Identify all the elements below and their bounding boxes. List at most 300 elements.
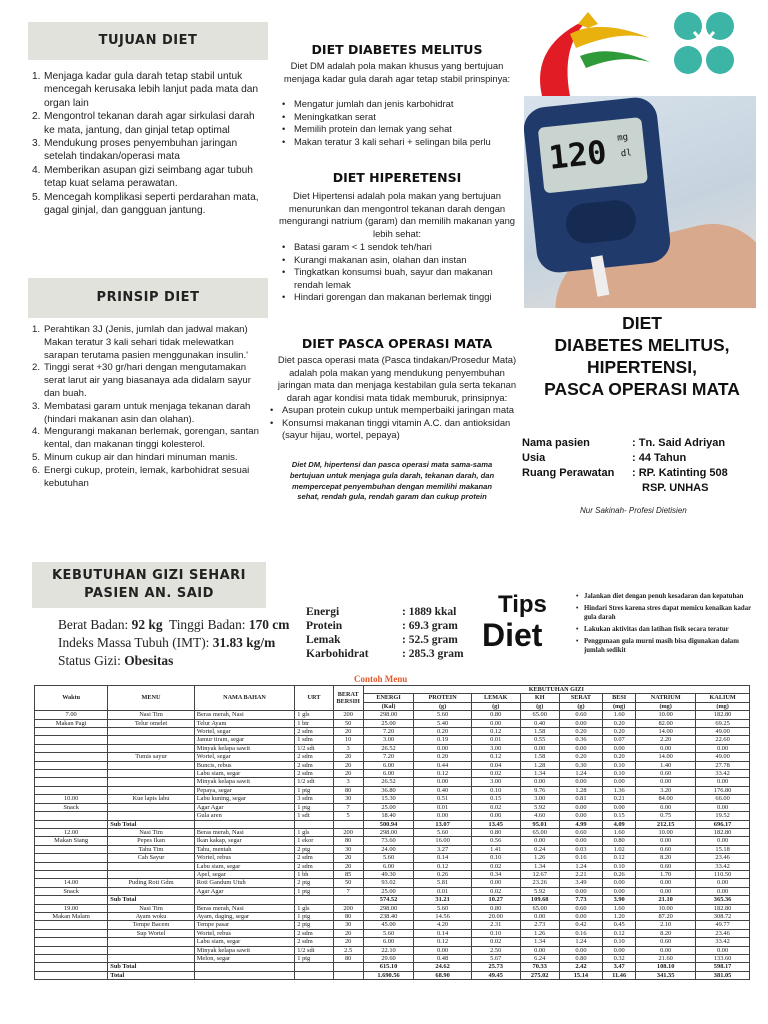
pom-list — [270, 404, 520, 442]
table-cell: Roti Gandum Utuh — [194, 879, 295, 887]
table-cell: 3.00 — [520, 795, 559, 803]
kebutuhan-title-1: KEBUTUHAN GIZI SEHARI — [51, 568, 247, 583]
meter-screen — [538, 117, 648, 194]
th-kebutuhan: KEBUTUHAN GIZI — [363, 686, 749, 694]
prinsip-item — [32, 362, 260, 400]
table-cell: 238.40 — [363, 912, 414, 920]
table-cell: 0.26 — [603, 870, 636, 878]
table-cell: 10.27 — [471, 896, 520, 904]
tujuan-number: 5. — [32, 191, 41, 203]
table-cell: 25.00 — [363, 887, 414, 895]
table-cell: 13.07 — [414, 820, 471, 828]
bullet-icon: • — [282, 98, 286, 109]
table-row — [35, 761, 750, 769]
table-cell: 49.00 — [696, 728, 750, 736]
table-cell: 0.00 — [559, 887, 602, 895]
table-cell: 1.34 — [520, 770, 559, 778]
tujuan-diet-banner — [28, 22, 268, 60]
table-cell: 298.00 — [363, 828, 414, 836]
table-cell: 3.00 — [363, 736, 414, 744]
tujuan-number: 1. — [32, 71, 41, 82]
tujuan-number: 4. — [32, 164, 41, 176]
table-cell: 5.81 — [414, 879, 471, 887]
table-cell: 80 — [333, 955, 363, 963]
table-cell: Sub Total — [108, 820, 194, 828]
table-row — [35, 887, 750, 895]
table-cell: 5.60 — [363, 929, 414, 937]
table-cell: 11.46 — [603, 971, 636, 979]
tujuan-text: Mengontrol tekanan darah agar sirkulasi darah ke mata, jantung, dan ginjal tetap optimal — [44, 111, 255, 136]
nutrient-label: Lemak — [306, 634, 341, 646]
table-cell: Agar Agar — [194, 887, 295, 895]
table-cell: 3.00 — [471, 778, 520, 786]
table-cell: 30 — [333, 845, 363, 853]
table-cell: 0.51 — [414, 795, 471, 803]
table-cell: Beras merah, Nasi — [194, 828, 295, 836]
bullet-icon: • — [576, 593, 579, 600]
table-cell: 15.18 — [696, 845, 750, 853]
tujuan-item — [32, 110, 260, 137]
nutrient-value: : 285.3 gram — [402, 648, 464, 660]
table-cell — [108, 812, 194, 820]
table-cell: 1.58 — [520, 728, 559, 736]
table-cell: 84.00 — [636, 795, 696, 803]
bullet-icon: • — [576, 638, 579, 645]
author-credit: Nur Sakinah- Profesi Dietisien — [580, 506, 687, 515]
table-cell: 0.12 — [603, 854, 636, 862]
table-cell: 49.45 — [471, 971, 520, 979]
tujuan-text: Menjaga kadar gula darah tetap stabil untuk mencegah kerusaka lebih lanjut pada mata dan organ lain — [44, 71, 259, 109]
table-cell: 3 — [333, 778, 363, 786]
prinsip-number: 1. — [32, 324, 41, 335]
ht-list — [282, 241, 510, 304]
table-cell: 20 — [333, 753, 363, 761]
table-cell — [108, 887, 194, 895]
table-cell: 0.00 — [520, 837, 559, 845]
table-cell: 1.24 — [559, 938, 602, 946]
th-berat: BERAT BERSIH — [333, 686, 363, 711]
table-cell: 0.00 — [520, 778, 559, 786]
table-cell: 0.56 — [471, 837, 520, 845]
dm-text: Diet DM adalah pola makan khusus yang bertujuan menjaga kadar gula darah agar tetap stabil prinspinya: — [283, 60, 511, 84]
table-cell: 0.20 — [414, 753, 471, 761]
dm-item — [282, 123, 522, 136]
tips-text: Jalankan diet dengan penuh kesadaran dan kepatuhan — [584, 593, 744, 600]
bullet-icon: • — [270, 416, 274, 428]
table-row — [35, 971, 750, 979]
table-cell — [108, 770, 194, 778]
table-cell: 15.14 — [559, 971, 602, 979]
table-cell: 0.80 — [559, 955, 602, 963]
table-cell: Tahu Tim — [108, 845, 194, 853]
table-cell: 33.42 — [696, 770, 750, 778]
table-row — [35, 845, 750, 853]
table-cell: Pepes Ikan — [108, 837, 194, 845]
table-cell: 500.94 — [363, 820, 414, 828]
table-cell: 33.42 — [696, 938, 750, 946]
table-cell: 2 sdm — [295, 929, 333, 937]
table-cell: 0.01 — [471, 736, 520, 744]
table-cell: 0.07 — [603, 736, 636, 744]
table-row — [35, 854, 750, 862]
table-cell — [35, 854, 108, 862]
table-cell: 2.50 — [471, 946, 520, 954]
menu-caption: Contoh Menu — [354, 674, 408, 684]
table-cell: 365.36 — [696, 896, 750, 904]
table-cell: Sub Total — [108, 963, 194, 971]
table-cell: 10.00 — [636, 711, 696, 719]
table-cell — [35, 744, 108, 752]
tujuan-number: 2. — [32, 111, 41, 123]
table-cell: 80 — [333, 912, 363, 920]
table-cell: 27.78 — [696, 761, 750, 769]
table-cell: 0.02 — [471, 887, 520, 895]
table-cell: 6.00 — [363, 862, 414, 870]
table-cell: Minyak kelapa sawit — [194, 946, 295, 954]
table-cell: Kue lapis labu — [108, 795, 194, 803]
table-cell: 0.00 — [696, 778, 750, 786]
table-cell: 1 sdt — [295, 812, 333, 820]
table-cell: 1 gls — [295, 711, 333, 719]
th-unit: (mg) — [696, 702, 750, 710]
table-cell: 1 btr — [295, 719, 333, 727]
table-cell: 20 — [333, 761, 363, 769]
table-cell: Agar Agar — [194, 803, 295, 811]
dm-text: Meningkatkan serat — [294, 110, 376, 122]
table-cell: Melon, segar — [194, 955, 295, 963]
table-cell — [35, 728, 108, 736]
table-row — [35, 879, 750, 887]
bullet-icon: • — [270, 404, 274, 415]
table-cell: 200 — [333, 828, 363, 836]
prinsip-number: 4. — [32, 426, 41, 438]
table-cell: 0.12 — [414, 862, 471, 870]
nutrient-needs — [306, 605, 464, 661]
table-cell: 1 gls — [295, 904, 333, 912]
hospital-logo — [530, 4, 670, 98]
table-cell: 341.35 — [636, 971, 696, 979]
table-cell: 0.00 — [603, 879, 636, 887]
table-cell: 0.15 — [603, 812, 636, 820]
pom-item — [270, 417, 520, 442]
table-cell: 1.02 — [603, 845, 636, 853]
table-cell: Beras merah, Nasi — [194, 904, 295, 912]
table-cell: 200 — [333, 904, 363, 912]
table-cell: 1.28 — [520, 761, 559, 769]
table-cell — [108, 946, 194, 954]
table-row — [35, 795, 750, 803]
table-cell: Labu siam, segar — [194, 770, 295, 778]
table-cell: 0.60 — [559, 711, 602, 719]
table-cell: 1.26 — [520, 929, 559, 937]
table-cell: 0.00 — [636, 778, 696, 786]
table-cell: 26.52 — [363, 778, 414, 786]
table-cell: 0.60 — [636, 845, 696, 853]
table-cell: 0.10 — [603, 770, 636, 778]
table-cell: 1 ptg — [295, 912, 333, 920]
table-cell: 85 — [333, 870, 363, 878]
table-cell: Total — [108, 971, 194, 979]
table-cell: 14.00 — [35, 879, 108, 887]
table-cell: 10.00 — [636, 904, 696, 912]
table-cell: 109.68 — [520, 896, 559, 904]
table-cell: 0.20 — [559, 753, 602, 761]
table-cell: 1/2 sdt — [295, 946, 333, 954]
table-cell: 0.80 — [471, 904, 520, 912]
bullet-icon: • — [576, 626, 579, 633]
table-cell — [295, 971, 333, 979]
tips-item — [576, 637, 756, 655]
table-cell: 20 — [333, 929, 363, 937]
table-cell: 0.00 — [603, 744, 636, 752]
table-cell: 7.20 — [363, 753, 414, 761]
table-cell: 1 ptg — [295, 803, 333, 811]
tujuan-text: Mendukung proses penyembuhan jaringan setelah tindakan/operasi mata — [44, 138, 238, 163]
table-cell: 0.40 — [520, 719, 559, 727]
table-cell: Makan Pagi — [35, 719, 108, 727]
table-cell: 4.99 — [559, 820, 602, 828]
bullet-icon: • — [282, 253, 286, 265]
table-cell: 0.00 — [696, 879, 750, 887]
table-cell: 0.01 — [414, 887, 471, 895]
table-cell: 0.00 — [520, 744, 559, 752]
dm-heading: DIET DIABETES MELITUS — [311, 42, 483, 57]
table-cell: 1 sdm — [295, 736, 333, 744]
tips-title — [482, 590, 547, 653]
table-cell: 20 — [333, 728, 363, 736]
table-cell: 95.01 — [520, 820, 559, 828]
prinsip-item — [32, 401, 260, 427]
table-cell: 22.60 — [696, 736, 750, 744]
table-cell: 25.00 — [363, 719, 414, 727]
table-cell: 80 — [333, 786, 363, 794]
table-cell: 182.80 — [696, 711, 750, 719]
info-row — [522, 436, 762, 451]
table-cell — [194, 820, 295, 828]
prinsip-number: 2. — [32, 362, 41, 374]
table-cell: 5.60 — [414, 711, 471, 719]
table-cell: 182.80 — [696, 904, 750, 912]
table-cell: 1.24 — [559, 770, 602, 778]
table-cell: 70.33 — [520, 963, 559, 971]
table-cell: Pepaya, segar — [194, 786, 295, 794]
table-cell: 6.00 — [363, 761, 414, 769]
table-cell: 0.12 — [471, 753, 520, 761]
table-cell: Minyak kelapa sawit — [194, 778, 295, 786]
table-cell: Beras merah, Nasi — [194, 711, 295, 719]
dm-list — [282, 98, 522, 148]
table-cell: 0.00 — [696, 887, 750, 895]
th-unit: (g) — [471, 702, 520, 710]
cover-title-line: HIPERTENSI, — [587, 357, 697, 377]
table-cell: 0.04 — [471, 761, 520, 769]
table-cell: 0.10 — [603, 862, 636, 870]
table-cell: 68.90 — [414, 971, 471, 979]
table-row — [35, 929, 750, 937]
dm-text: Memilih protein dan lemak yang sehat — [294, 123, 452, 134]
info-value: : RP. Katinting 508 — [632, 467, 728, 479]
table-cell — [35, 812, 108, 820]
table-cell: 0.00 — [696, 744, 750, 752]
table-cell: 23.46 — [696, 929, 750, 937]
nutrient-label: Protein — [306, 620, 343, 632]
table-cell: 1 ptg — [295, 786, 333, 794]
info-row — [522, 466, 762, 481]
table-cell: 0.00 — [559, 803, 602, 811]
table-cell — [108, 786, 194, 794]
tips-item — [576, 592, 756, 601]
table-cell: 0.00 — [559, 812, 602, 820]
table-cell: 16.00 — [414, 837, 471, 845]
table-cell: 3.90 — [603, 896, 636, 904]
prinsip-text: Membatasi garam untuk menjaga tekanan darah (hindari makanan asin dan olahan). — [44, 400, 251, 425]
table-cell: 1.41 — [471, 845, 520, 853]
table-cell: 2.21 — [559, 870, 602, 878]
table-cell: 0.44 — [414, 761, 471, 769]
table-cell: 18.40 — [363, 812, 414, 820]
table-cell: 12.67 — [520, 870, 559, 878]
table-cell: 2.73 — [520, 921, 559, 929]
table-cell: 0.00 — [603, 887, 636, 895]
table-cell: 176.80 — [696, 786, 750, 794]
table-cell — [35, 753, 108, 761]
table-cell: 3.27 — [414, 845, 471, 853]
table-cell: 0.00 — [603, 803, 636, 811]
table-cell — [35, 845, 108, 853]
th-nutrient: KH — [520, 694, 559, 702]
table-cell: 2.31 — [471, 921, 520, 929]
table-cell: Gula aren — [194, 812, 295, 820]
table-cell: 14.56 — [414, 912, 471, 920]
table-cell: 275.02 — [520, 971, 559, 979]
table-row — [35, 921, 750, 929]
meter-reading: 120 — [546, 132, 609, 177]
table-cell: 30 — [333, 921, 363, 929]
info-label: Usia — [522, 452, 546, 464]
th-unit: (g) — [414, 702, 471, 710]
table-cell: 0.00 — [636, 946, 696, 954]
table-cell: 4.20 — [414, 921, 471, 929]
table-cell: 0.00 — [520, 912, 559, 920]
tujuan-diet-title: TUJUAN DIET — [98, 33, 198, 48]
th-nutrient: ENERGI — [363, 694, 414, 702]
table-cell: Tempe pasar — [194, 921, 295, 929]
table-row — [35, 778, 750, 786]
table-cell: Nasi Tim — [108, 711, 194, 719]
table-cell: 24.00 — [363, 845, 414, 853]
table-cell: 0.01 — [414, 803, 471, 811]
prinsip-number: 6. — [32, 464, 41, 476]
table-cell: 82.00 — [636, 719, 696, 727]
status-value: Obesitas — [124, 653, 174, 668]
table-cell: 1/2 sdt — [295, 778, 333, 786]
table-cell — [35, 971, 108, 979]
nutrient-row — [306, 619, 464, 633]
th-unit: (Kal) — [363, 702, 414, 710]
table-cell: 7.00 — [35, 711, 108, 719]
table-row — [35, 803, 750, 811]
table-cell: 3.20 — [636, 786, 696, 794]
table-cell: Tahu, mentah — [194, 845, 295, 853]
table-cell: 0.32 — [603, 955, 636, 963]
table-cell: 29.60 — [363, 955, 414, 963]
table-cell: 2 sdm — [295, 728, 333, 736]
table-cell — [295, 896, 333, 904]
table-cell: 0.00 — [559, 912, 602, 920]
meter-unit-top: mg — [616, 132, 629, 144]
ht-item — [282, 241, 510, 254]
table-cell: 0.03 — [559, 845, 602, 853]
table-cell: 1 gls — [295, 828, 333, 836]
prinsip-number: 5. — [32, 451, 41, 463]
tujuan-item — [32, 191, 260, 218]
table-cell: 0.00 — [559, 837, 602, 845]
prinsip-item — [32, 452, 260, 465]
table-cell: 20 — [333, 770, 363, 778]
table-cell: 0.12 — [414, 938, 471, 946]
table-cell: 0.00 — [471, 719, 520, 727]
th-unit: (g) — [520, 702, 559, 710]
table-cell: 212.15 — [636, 820, 696, 828]
table-cell — [108, 744, 194, 752]
table-cell: 33.42 — [696, 862, 750, 870]
nutrient-value: : 52.5 gram — [402, 634, 458, 646]
table-cell: 6.24 — [520, 955, 559, 963]
table-cell: 25.73 — [471, 963, 520, 971]
table-row — [35, 744, 750, 752]
table-cell: 0.40 — [414, 786, 471, 794]
table-cell — [108, 862, 194, 870]
prinsip-number: 3. — [32, 400, 41, 412]
table-cell — [108, 938, 194, 946]
table-cell: 0.21 — [603, 795, 636, 803]
pom-item — [270, 404, 520, 417]
ht-text: Kurangi makanan asin, olahan dan instan — [294, 253, 467, 265]
table-row — [35, 837, 750, 845]
table-cell: 3 sdm — [295, 795, 333, 803]
info-row — [522, 451, 762, 466]
table-cell: 2 sdm — [295, 770, 333, 778]
info-label: Nama pasien — [522, 437, 590, 449]
prinsip-text: Mengurangi makanan berlemak, gorengan, santan kental, dan makanan tinggi kolesterol. — [44, 426, 259, 451]
table-cell: 0.20 — [603, 728, 636, 736]
table-cell — [295, 963, 333, 971]
table-row — [35, 711, 750, 719]
tujuan-diet-list — [32, 70, 260, 217]
table-cell: 2 sdm — [295, 862, 333, 870]
table-cell: 2 sdm — [295, 854, 333, 862]
table-cell: 0.80 — [471, 828, 520, 836]
info-label: Ruang Perawatan — [522, 467, 615, 479]
table-cell: 308.72 — [696, 912, 750, 920]
table-cell: Telur Ayam — [194, 719, 295, 727]
table-cell: 4.09 — [603, 820, 636, 828]
table-row — [35, 946, 750, 954]
table-cell: 0.10 — [603, 761, 636, 769]
table-cell: 66.00 — [696, 795, 750, 803]
table-cell: 0.02 — [471, 770, 520, 778]
table-cell: 26.52 — [363, 744, 414, 752]
table-cell: 0.10 — [603, 938, 636, 946]
pom-heading: DIET PASCA OPERASI MATA — [301, 336, 493, 351]
table-cell — [35, 820, 108, 828]
table-cell: 0.26 — [414, 870, 471, 878]
table-cell: 108.10 — [636, 963, 696, 971]
table-cell: 0.12 — [414, 770, 471, 778]
table-cell — [108, 736, 194, 744]
table-cell: 696.17 — [696, 820, 750, 828]
table-cell: 0.00 — [636, 744, 696, 752]
